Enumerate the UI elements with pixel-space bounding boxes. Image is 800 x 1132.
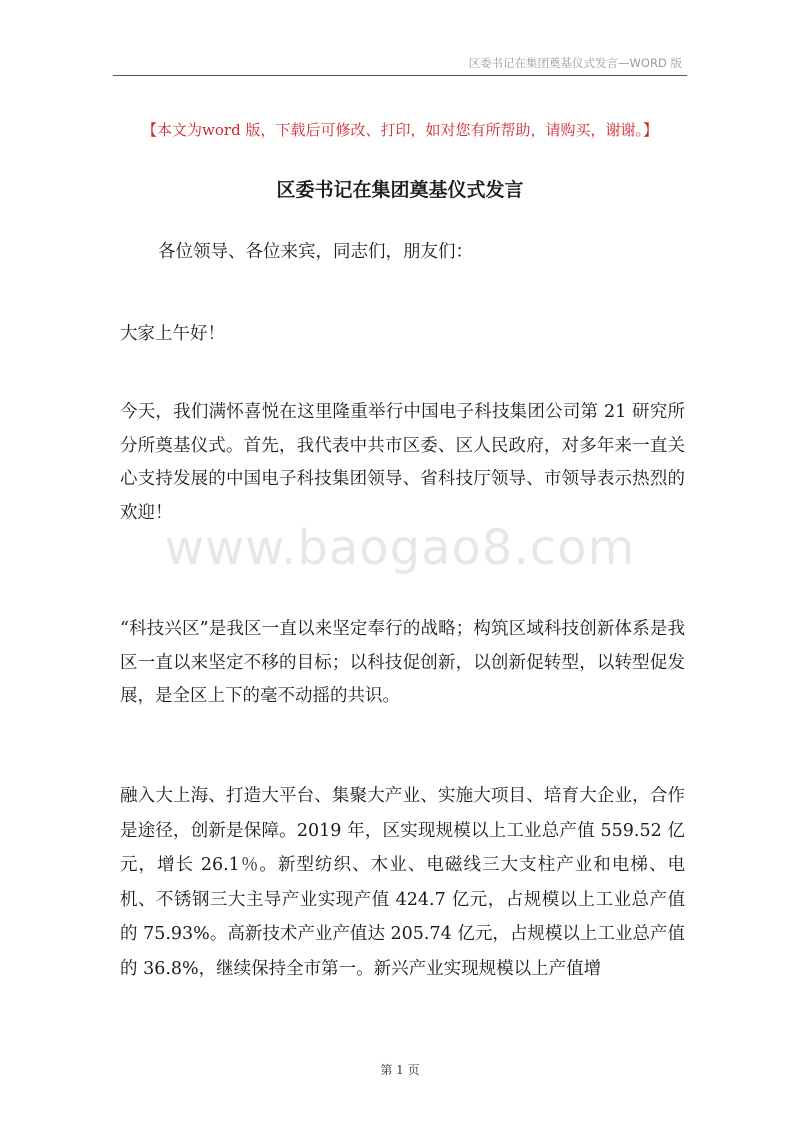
purchase-notice: 【本文为word 版，下载后可修改、打印，如对您有所帮助，请购买，谢谢。】 bbox=[142, 121, 658, 139]
paragraph-strategy: “科技兴区”是我区一直以来坚定奉行的战略；构筑区域科技创新体系是我区一直以来坚定不移的目标；以科技促创新，以创新促转型，以转型促发展，是全区上下的毫不动摇的共识。 bbox=[120, 619, 685, 706]
page-header: 区委书记在集团奠基仪式发言—WORD 版 bbox=[468, 56, 682, 70]
page-number: 第 1 页 bbox=[380, 1063, 420, 1077]
watermark: www.baogao8.com bbox=[164, 520, 636, 576]
paragraph-economy: 融入大上海、打造大平台、集聚大产业、实施大项目、培育大企业，合作是途径，创新是保障。2019 年，区实现规模以上工业总产值 559.52 亿元，增长 26.1％。新型纺织、木业、电磁线三大支柱产业和电梯、电机、不锈钢三大主导产业实现产值 424.7 亿元，占规模以上工业总产值的 75.93%。高新技术产业产值达 205.74 亿元，占规模以上工业总产值的 36.8%，继续保持全市第一。新兴产业实现规模以上产值增 bbox=[120, 786, 685, 979]
paragraph-opening: 大家上午好！ bbox=[120, 324, 225, 344]
paragraph-welcome: 今天，我们满怀喜悦在这里隆重举行中国电子科技集团公司第 21 研究所分所奠基仪式。首先，我代表中共市区委、区人民政府，对多年来一直关心支持发展的中国电子科技集团领导、省科技厅领导、市领导表示热烈的欢迎！ bbox=[120, 402, 685, 523]
salutation: 各位领导、各位来宾，同志们，朋友们： bbox=[158, 242, 473, 262]
header-divider bbox=[113, 75, 687, 76]
document-title: 区委书记在集团奠基仪式发言 bbox=[276, 179, 524, 201]
